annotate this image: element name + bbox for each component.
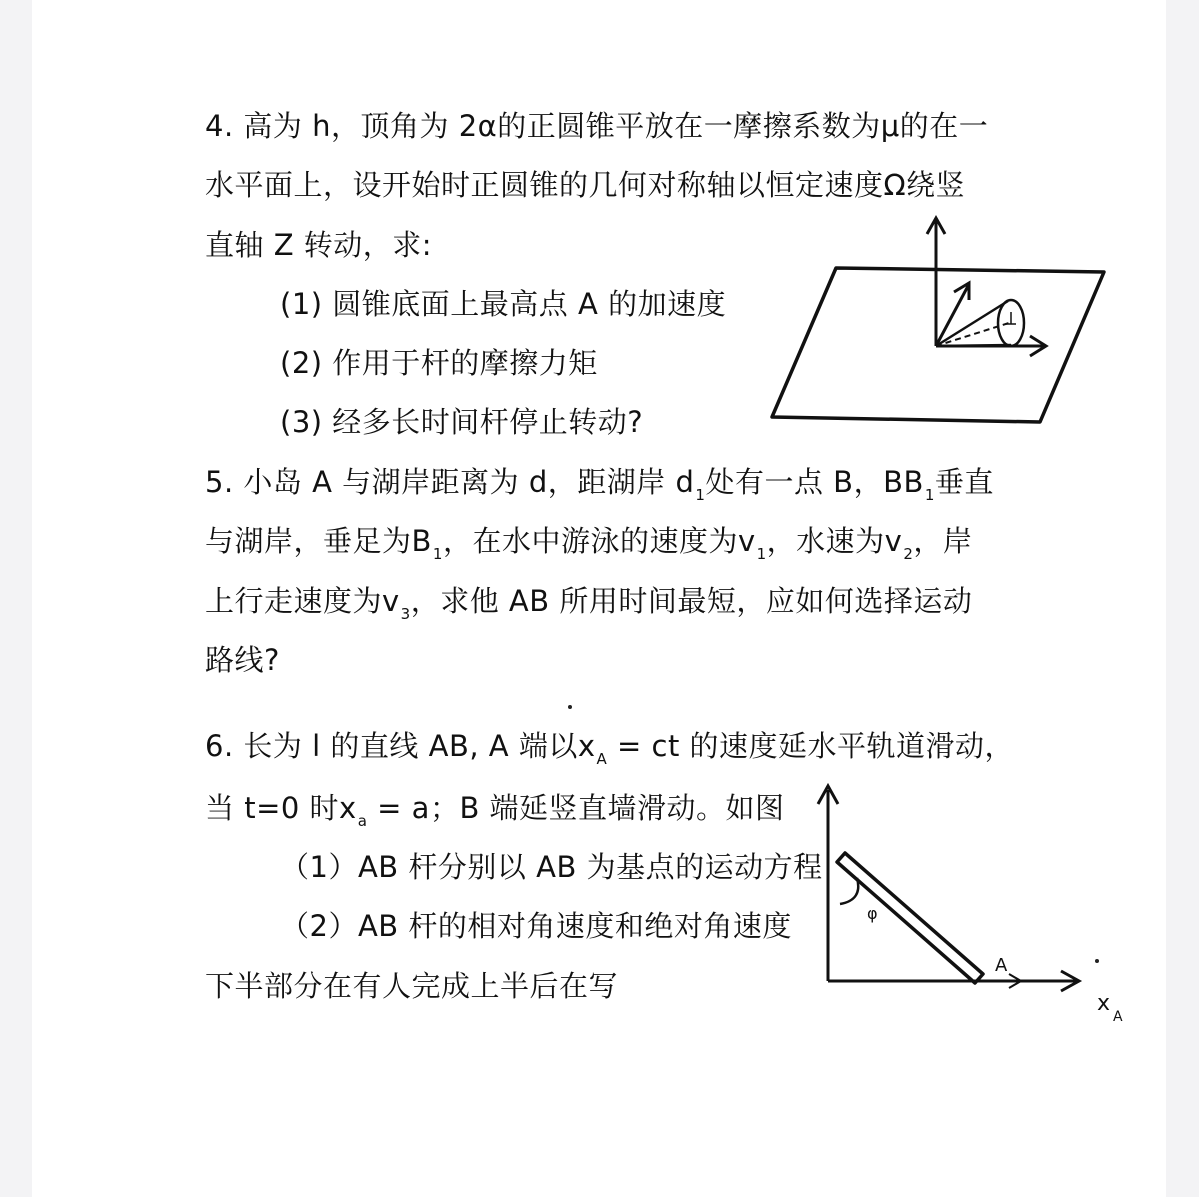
rod-ab	[837, 853, 983, 983]
q6-line-2: 当 t=0 时$x_a = a$；B 端延竖直墙滑动。如图	[205, 791, 785, 830]
sliding-rod-figure	[805, 778, 1125, 1028]
q5-line-2: 与湖岸，垂足为$B_1$，在水中游泳的速度为$v_1$，水速为$v_2$，岸	[205, 524, 973, 563]
q6-item-2: （2）AB 杆的相对角速度和绝对角速度	[280, 909, 792, 943]
q4-line-1: 4. 高为 h，顶角为 2α的正圆锥平放在一摩擦系数为μ的在一	[205, 109, 989, 143]
q4-line-2: 水平面上，设开始时正圆锥的几何对称轴以恒定速度Ω绕竖	[205, 168, 966, 202]
q4-item-1: (1) 圆锥底面上最高点 A 的加速度	[280, 287, 727, 321]
stray-dot	[568, 705, 572, 709]
q4-item-2: (2) 作用于杆的摩擦力矩	[280, 346, 598, 380]
cone-lower-edge	[936, 345, 1011, 346]
cone-plane-figure	[768, 210, 1108, 425]
q6-footer-note: 下半部分在有人完成上半后在写	[205, 969, 619, 1003]
point-a-label: A	[995, 955, 1008, 976]
axis-dot	[1095, 959, 1099, 963]
q6-line-1: 6. 长为 l 的直线 AB, A 端以$x_A$ = ct 的速度延水平轨道滑动，	[205, 729, 1015, 768]
q4-item-3: (3) 经多长时间杆停止转动?	[280, 405, 644, 439]
q6-item-1: （1）AB 杆分别以 AB 为基点的运动方程	[280, 850, 823, 884]
axis-x-label: x	[1097, 991, 1111, 1016]
phi-angle-arc	[840, 878, 858, 904]
phi-label: φ	[867, 904, 878, 923]
q5-line-3: 上行走速度为$v_3$，求他 AB 所用时间最短，应如何选择运动	[205, 584, 973, 623]
q4-line-3: 直轴 Z 转动，求:	[205, 228, 433, 262]
q5-line-4: 路线?	[205, 643, 280, 677]
q5-line-1: 5. 小岛 A 与湖岸距离为 d，距湖岸 $d_1$处有一点 B，$BB_1$垂直	[205, 465, 994, 504]
axis-x-subscript: A	[1113, 1009, 1123, 1025]
